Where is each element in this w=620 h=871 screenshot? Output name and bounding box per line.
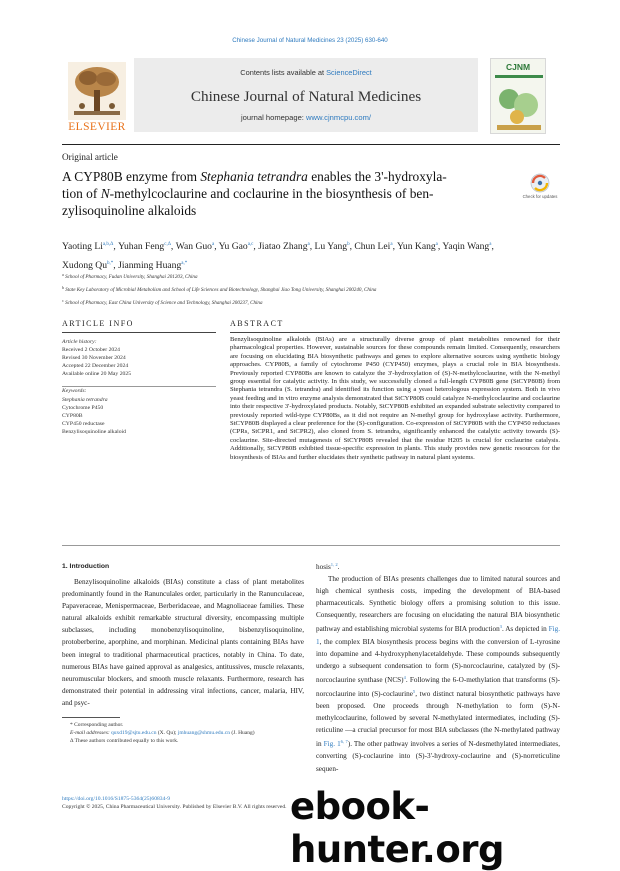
author-name: Yun Kang xyxy=(397,241,436,252)
keyword: CYP450 reductase xyxy=(62,420,105,427)
keywords-label: Keywords: xyxy=(62,388,87,395)
title-n: N xyxy=(100,186,110,201)
title-part: enables the 3'-hydroxyla- xyxy=(307,169,447,184)
body-text: hosis xyxy=(316,563,331,571)
history-line: Available online 20 May 2025 xyxy=(62,371,132,378)
cover-title: CJNM xyxy=(505,62,531,72)
affiliations xyxy=(62,270,560,308)
citation-link[interactable]: 5 xyxy=(412,688,416,694)
running-head: Chinese Journal of Natural Medicines 23 (2025) 630-640 xyxy=(232,37,388,44)
author-name: Yu Gao xyxy=(218,241,248,252)
author-affiliation-mark[interactable]: a xyxy=(489,242,492,247)
body-column-left: Benzylisoquinoline alkaloids (BIAs) constitute a class of plant metabolites predominantly found in the Ranunculales order, particularly in the Ranunculaceae, Papaveraceae, Menispermaceae, Berberidaceae, and Magnoliaceae families. These natural alkaloids exhibit remarkable structural diversity, encompassing multiple subclasses, including monobenzylisoquinoline, bisbenzylisoquinoline, protoberberine, aporphine, and morphinan. Medicinal plants containing BIAs have been integral to traditional pharmaceutical practices, notably in China. To date, numerous BIAs have gained approval as analgesics, antitussives, muscle relaxants, neuromuscular blockers, and smooth muscle relaxants. Furthermore, research has demonstrated their potential in addressing viral infections, cancer, malaria, HIV, and psyc- xyxy=(62,578,304,707)
body-text: , the complex BIA biosynthesis process begins with the conversion of L-tyrosine into dopamine and 4-hydroxyphenylacetaldehyde. These compounds subsequently undergo a subsequent condensation to form (S)-norcoclaurine, catalyzed by (S)-norcoclaurine synthase (NCS) xyxy=(316,637,560,684)
body-text: . As depicted in xyxy=(501,625,549,634)
article-type: Original article xyxy=(62,152,118,162)
author-affiliation-mark[interactable]: a xyxy=(435,242,438,247)
figure-link[interactable]: Fig. 1 xyxy=(316,625,560,646)
author[interactable] xyxy=(219,241,254,252)
body-text: The production of BIAs presents challenges due to limited natural sources and high chemical synthesis costs, impeding the development of BIA-based pharmaceuticals. Synthetic biology offers a promising solution to this issue. Consequently, researchers are focusing on elucidating the natural BIA biosynthetic pathway and establishing microbial systems for BIA production xyxy=(316,575,560,634)
affiliation-text: State Key Laboratory of Microbial Metabolism and School of Life Sciences and Biotechnology, Shanghai Jiao Tong University, Shanghai 200240, China xyxy=(65,286,377,293)
citation-link[interactable]: 4 xyxy=(403,674,406,680)
check-for-updates-button[interactable] xyxy=(522,172,558,206)
history-line: Revised 30 November 2024 xyxy=(62,355,126,362)
contents-prefix: Contents lists available at xyxy=(240,68,327,77)
footnotes xyxy=(62,721,304,745)
affiliation-mark: b xyxy=(62,284,64,290)
corresponding-author-note: * Corresponding author. xyxy=(70,722,124,728)
abstract-heading: ABSTRACT xyxy=(230,319,284,328)
author[interactable] xyxy=(354,241,392,252)
author-affiliation-mark[interactable]: b,* xyxy=(107,261,114,266)
title-part: tion of xyxy=(62,186,101,201)
introduction-heading: 1. Introduction xyxy=(62,563,110,570)
journal-cover[interactable] xyxy=(490,58,546,134)
cover-illustration-icon xyxy=(491,59,547,135)
author-affiliation-mark[interactable]: a,b,Δ xyxy=(102,242,114,247)
author-name: Chun Lei xyxy=(354,241,391,252)
citation-link[interactable]: 3 xyxy=(499,624,502,630)
author-affiliation-mark[interactable]: a xyxy=(390,242,393,247)
article-info xyxy=(62,338,216,436)
email-owner: (J. Huang) xyxy=(229,730,255,736)
author-name: Yaoting Li xyxy=(62,241,103,252)
keyword: CYP80B xyxy=(62,412,83,419)
keyword: Cytochrome P450 xyxy=(62,404,104,411)
elsevier-tree-icon xyxy=(68,62,126,120)
author-affiliation-mark[interactable]: a,c xyxy=(247,242,254,247)
title-part: zylisoquinoline alkaloids xyxy=(62,203,197,218)
author-name: Jianming Huang xyxy=(118,260,182,271)
affiliation-mark: c xyxy=(62,297,64,303)
author-name: Yaqin Wang xyxy=(442,241,490,252)
journal-title: Chinese Journal of Natural Medicines xyxy=(190,88,422,105)
equal-contribution-note: Δ These authors contributed equally to this work. xyxy=(70,738,179,744)
body-text: ). The other pathway involves a series of N-desmethylated intermediates, converting (S)-coclaurine into (S)-3'-hydroxy-coclaurine and (S)-norreticuline sequen- xyxy=(316,740,561,773)
masthead-rule xyxy=(62,144,560,145)
keyword: Benzylisoquinoline alkaloid xyxy=(62,428,126,435)
body-column-right: hosis$^{1, 2}$. The production of BIAs presents challenges due to limited natural sources and high chemical synthesis costs, impeding the development of BIA-based pharmaceuticals. Synthetic biology offers a promising solution to this issue. Consequently, researchers are focusing on elucidating the natural BIA biosynthetic pathway and establishing microbial systems for BIA production$^3$. As depicted in Fig. 1, the complex BIA biosynthesis process begins with the conversion of L-tyrosine into dopamine and 4-hydroxyphenylacetaldehyde. These compounds subsequently undergo a subsequent condensation to form (S)-norcoclaurine, catalyzed by (S)-norcoclaurine synthase (NCS)$^4$. Following the 6-O-methylation that transforms (S)-norcoclaurine into (S)-coclaurine$^5$, two distinct natural biosynthetic pathways have been proposed. One proceeds through N-methylation to form (S)-N-methylcoclaurine, followed by several N-methylated intermediates, including (S)-reticuline —a crucial precursor for most BIA subclasses (the N-methylated pathway in Fig. 1$^{6, 7}$). The other pathway involves a series of N-desmethylated intermediates, converting (S)-coclaurine into (S)-3'-hydroxy-coclaurine and (S)-norreticuline sequen- xyxy=(316,559,560,775)
body-rule xyxy=(62,545,560,546)
journal-homepage-link[interactable]: www.cjnmcpu.com/ xyxy=(306,113,371,122)
body-paragraph xyxy=(316,573,560,775)
title-part: A CYP80B enzyme from xyxy=(62,169,201,184)
affiliation xyxy=(62,270,560,283)
author-name: Xudong Qu xyxy=(62,260,108,271)
citation-link[interactable]: 6, 7 xyxy=(340,739,348,745)
email-owner: (X. Qu); xyxy=(156,730,178,736)
author-affiliation-mark[interactable]: a xyxy=(211,242,215,247)
author-affiliation-mark[interactable]: a xyxy=(307,242,310,247)
email-label: E-mail addresses: xyxy=(70,730,112,736)
keywords-rule xyxy=(62,386,216,387)
history-label: Article history: xyxy=(62,339,97,345)
homepage-line xyxy=(134,113,478,122)
abstract-text: Benzylisoquinoline alkaloids (BIAs) are a structurally diverse group of plant metabolites renowned for their pharmacological properties. However, sustainable sources for these compounds remain limited. Consequently, researchers are focusing on elucidating BIA biosynthetic pathways and genes to explore alternative sources using synthetic biology approaches. CYP80B, a family of cytochrome P450 (CYP450) enzymes, plays a crucial role in BIA biosynthesis. Previously reported CYP80Bs are known to catalyze the 3'-hydroxylation of (S)-N-methylcoclaurine, with the N-methyl group essential for catalytic activity. In this study, we successfully cloned a full-length CYP80B gene (StCYP80B) from Stephania tetrandra (S. tetrandra) and identified its function using a yeast heterologous expression system. Both in vivo yeast feeding and in vitro enzyme analysis demonstrated that StCYP80B could catalyze N-methylcoclaurine and coclaurine into their respective 3'-hydroxylated products. Notably, StCYP80B exhibited an expanded substrate selectivity compared to previously reported wild-type CYP80Bs, as it did not require an N-methyl group for hydroxylase activity. Furthermore, StCYP80B displayed a clear preference for the (S)-configuration. Co-expression of StCYP80B with the CYP450 reductases (CPRs, StCPR1, and StCPR2), also cloned from S. tetrandra, significantly enhanced the catalytic activity towards (S)-coclaurine. Site-directed mutagenesis of StCYP80B revealed that the residue H205 is crucial for coclaurine catalysis. Additionally, StCYP80B exhibited tissue-specific expression in plants. This study provides new genetic resources for the biosynthesis of BIAs and further elucidates their synthetic pathway in natural plant systems. xyxy=(230,336,560,461)
affiliation-mark: a xyxy=(62,272,64,277)
email-note xyxy=(62,729,304,737)
author[interactable] xyxy=(442,241,491,252)
author[interactable] xyxy=(315,241,350,252)
author[interactable] xyxy=(62,241,113,252)
author[interactable] xyxy=(176,241,215,252)
contents-line xyxy=(134,68,478,77)
author-affiliation-mark[interactable]: a,* xyxy=(181,261,188,266)
author-name: Lu Yang xyxy=(314,241,348,252)
article-info-rule xyxy=(62,332,216,333)
author-list: Yaoting $Li^{a,b,\Delta}$, Yuhan Feng$^{c,\Delta}$, Wan Guo$^a$, Yu Gao$^{a,c}$, Jiatao Zhang$^a$, Lu Yang$^b$, Chun Lei$^a$, Yun Kang$^a$, Yaqin Wang$^a$, Xudong $Qu^{b,*}$, Jianming Huang$^{a,*}$ xyxy=(62,241,494,271)
doi-link[interactable]: https://doi.org/10.1016/S1875-5364(25)60834-9 xyxy=(62,796,171,802)
body-text: , two distinct natural biosynthetic pathways have been proposed. One proceeds through N-methylation to form (S)-N-methylcoclaurine, followed by several N-methylated intermediates, including (S)-reticuline —a crucial precursor for most BIA subclasses (the N-methylated pathway in xyxy=(316,689,560,749)
copyright: Copyright © 2025, China Pharmaceutical University. Published by Elsevier B.V. All rights reserved. xyxy=(62,804,287,810)
author-name: Yuhan Feng xyxy=(118,241,165,252)
title-part: -methylcoclaurine and coclaurine in the biosynthesis of ben- xyxy=(109,186,434,201)
keyword: Stephania tetrandra xyxy=(62,396,108,403)
author-name: Wan Guo xyxy=(175,241,212,252)
abstract-rule xyxy=(230,332,560,333)
figure-link[interactable]: Fig. 1 xyxy=(323,740,341,749)
author[interactable] xyxy=(118,241,171,252)
watermark: ebook-hunter.org xyxy=(290,785,504,871)
title-species: Stephania tetrandra xyxy=(200,169,308,184)
footnote-rule xyxy=(62,717,120,718)
check-for-updates-icon xyxy=(522,172,558,206)
author[interactable] xyxy=(397,241,438,252)
history-line: Received 2 October 2024 xyxy=(62,347,120,354)
email-link[interactable]: jmhuang@shmu.edu.cn xyxy=(177,730,230,736)
masthead xyxy=(62,58,560,140)
elsevier-logo[interactable] xyxy=(62,58,132,138)
sciencedirect-link[interactable]: ScienceDirect xyxy=(326,68,372,77)
publisher-name: ELSEVIER xyxy=(68,121,126,133)
article-title xyxy=(62,168,502,219)
author-affiliation-mark[interactable]: c,Δ xyxy=(164,242,171,247)
check-for-updates-label: Check for updates xyxy=(522,194,558,199)
author-name: Jiatao Zhang xyxy=(258,241,308,252)
author-affiliation-mark[interactable]: b xyxy=(347,242,350,247)
masthead-box xyxy=(134,58,478,132)
affiliation-text: School of Pharmacy, Fudan University, Shanghai 201203, China xyxy=(65,274,198,280)
author[interactable] xyxy=(258,241,310,252)
body-text: . Following the 6-O-methylation that transforms (S)-norcoclaurine into (S)-coclaurine xyxy=(316,675,560,698)
article-info-heading: ARTICLE INFO xyxy=(62,319,134,328)
history-line: Accepted 22 December 2024 xyxy=(62,363,129,370)
homepage-prefix: journal homepage: xyxy=(241,113,307,122)
affiliation-text: School of Pharmacy, East China University of Science and Technology, Shanghai 200237, China xyxy=(65,299,263,306)
citation-link[interactable]: 1, 2 xyxy=(330,562,338,567)
affiliation xyxy=(62,296,560,309)
affiliation xyxy=(62,283,560,296)
email-link[interactable]: quxd19@sjtu.edu.cn xyxy=(111,730,157,736)
